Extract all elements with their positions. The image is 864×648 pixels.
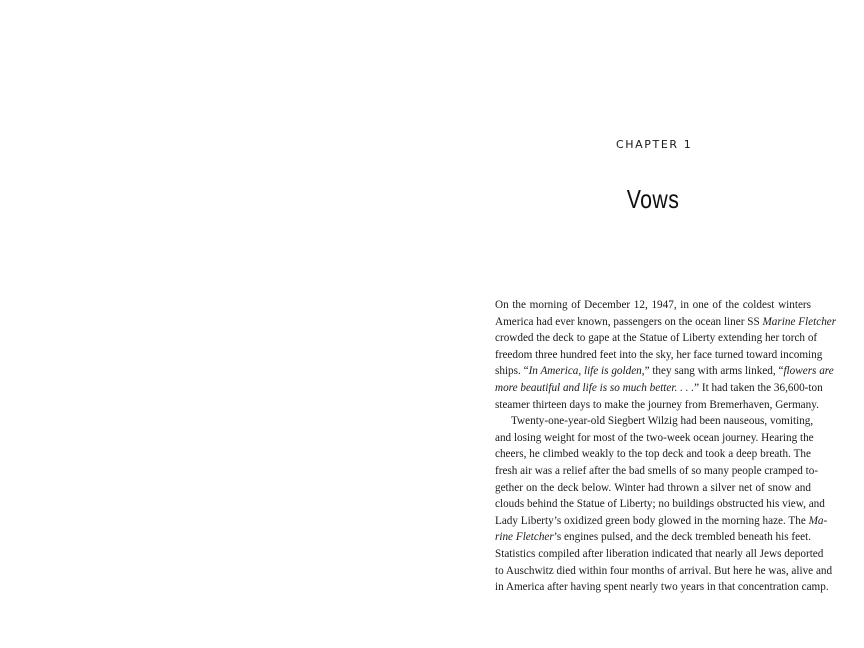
text-line	[495, 330, 818, 347]
text-segment: freedom three hundred feet into the sky, her face turned toward incoming	[495, 348, 823, 361]
text-segment: clouds behind the Statue of Liberty; no buildings obstructed his view, and	[495, 498, 825, 511]
text-line	[495, 546, 824, 563]
text-line	[495, 430, 814, 447]
chapter-body	[495, 297, 837, 596]
italic-text: more beautiful and life is so much better. . . .	[495, 381, 695, 394]
text-line	[495, 397, 819, 414]
text-line	[495, 347, 823, 364]
text-line	[495, 480, 811, 497]
text-segment: Lady Liberty’s oxidized green body glowed in the morning haze. The	[495, 514, 809, 527]
text-line	[495, 380, 823, 397]
text-line	[495, 496, 825, 513]
paragraph-1	[495, 297, 837, 413]
text-segment: Twenty-one-year-old Siegbert Wilzig had been nauseous, vomiting,	[511, 415, 814, 428]
text-line	[495, 446, 811, 463]
italic-text: Marine Fletcher	[762, 315, 837, 328]
text-segment: and losing weight for most of the two-week ocean journey. Hearing the	[495, 431, 814, 444]
text-line	[495, 529, 811, 546]
text-segment: gether on the deck below. Winter had thrown a silver net of snow and	[495, 481, 811, 494]
text-segment: ” It had taken the 36,600-ton	[694, 381, 823, 394]
italic-text: Ma-	[808, 514, 828, 527]
text-segment: cheers, he climbed weakly to the top deck and took a deep breath. The	[495, 448, 811, 461]
text-segment: to Auschwitz died within four months of arrival. But here he was, alive and	[495, 564, 833, 577]
text-segment: ships. “	[495, 365, 529, 378]
chapter-label: CHAPTER 1	[616, 138, 693, 151]
text-segment: On the morning of December 12, 1947, in one of the coldest winters	[495, 299, 811, 311]
text-segment: ’s engines pulsed, and the deck trembled beneath his feet.	[553, 531, 811, 544]
text-line	[495, 563, 833, 580]
text-segment: in America after having spent nearly two years in that concentration camp.	[495, 581, 829, 594]
text-segment: America had ever known, passengers on the ocean liner SS	[495, 315, 763, 328]
text-line	[495, 297, 811, 314]
text-segment: crowded the deck to gape at the Statue of Liberty extending her torch of	[495, 332, 818, 345]
text-line	[495, 413, 814, 430]
text-line	[495, 463, 819, 480]
text-segment: fresh air was a relief after the bad smells of so many people cramped to-	[495, 464, 819, 477]
text-segment: steamer thirteen days to make the journey from Bremerhaven, Germany.	[495, 398, 819, 411]
paragraph-2	[495, 413, 833, 596]
italic-text: In America, life is golden	[528, 365, 642, 378]
text-segment: Statistics compiled after liberation indicated that nearly all Jews deported	[495, 547, 824, 560]
chapter-title: Vows	[626, 184, 680, 214]
text-segment: ,” they sang with arms linked, “	[641, 365, 784, 378]
text-line	[495, 579, 829, 596]
italic-text: flowers are	[783, 365, 834, 378]
text-line	[495, 363, 834, 380]
text-line	[495, 314, 837, 331]
text-line	[495, 513, 828, 530]
italic-text: rine Fletcher	[495, 531, 554, 544]
